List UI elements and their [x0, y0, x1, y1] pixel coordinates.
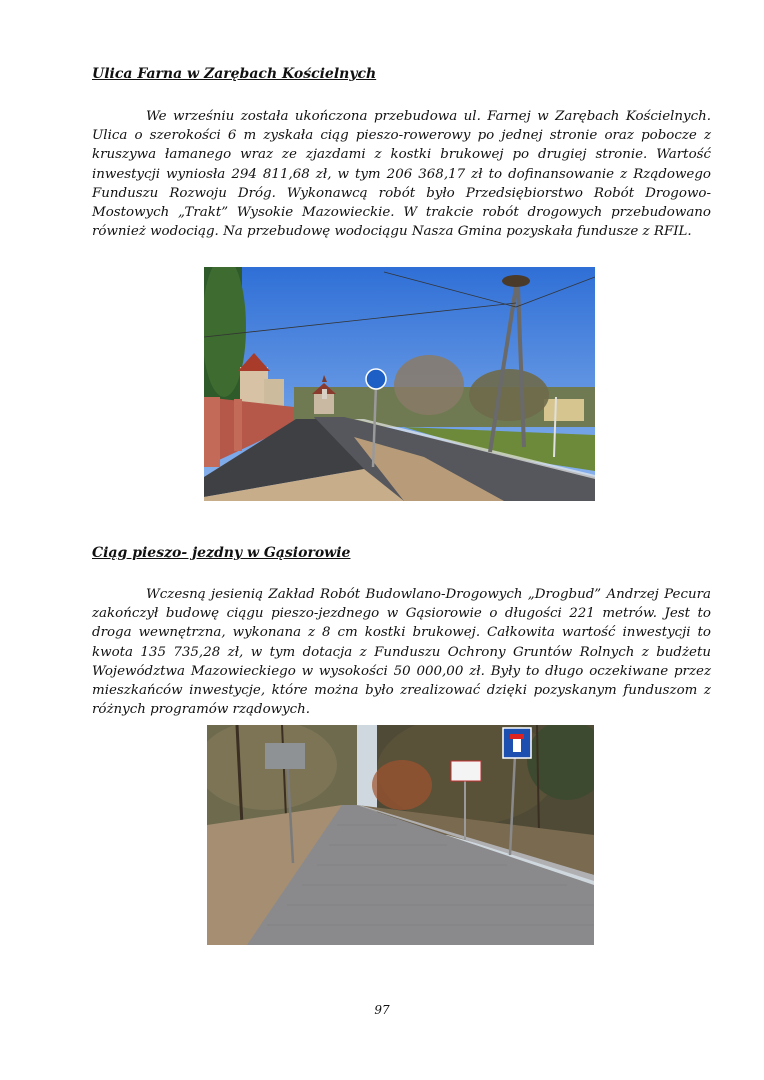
- section-title-gasiorowo: Ciąg pieszo- jezdny w Gąsiorowie: [92, 545, 351, 561]
- paragraph-gasiorowo: Wczesną jesienią Zakład Robót Budowlano-Drogowych „Drogbud” Andrzej Pecura zakończył budowę ciągu pieszo-jezdnego w Gąsiorowie o długości 221 metrów. Jest to droga wewnętrzna, wykonana z 8 cm kostki brukowej. Całkowita wartość inwestycji to kwota 135 735,28 zł, w tym dotacja z Funduszu Ochrony Gruntów Rolnych z budżetu Województwa Mazowieckiego w wysokości 50 000,00 zł. Były to długo oczekiwane przez mieszkańców inwestycje, które można było zrealizować dzięki pozyskanym funduszom z różnych programów rządowych.: [92, 587, 711, 718]
- section-title-farna: Ulica Farna w Zarębach Kościelnych: [92, 66, 377, 82]
- photo-gasiorowo-road: [207, 725, 594, 945]
- paragraph-farna: We wrześniu została ukończona przebudowa ul. Farnej w Zarębach Kościelnych. Ulica o szerokości 6 m zyskała ciąg pieszo-rowerowy po jednej stronie oraz pobocze z kruszywa łamanego wraz ze zjazdami z kostki brukowej po drugiej stronie. Wartość inwestycji wyniosła 294 811,68 zł, w tym 206 368,17 zł to dofinansowanie z Rządowego Funduszu Rozwoju Dróg. Wykonawcą robót było Przedsiębiorstwo Robót Drogowo-Mostowych „Trakt” Wysokie Mazowieckie. W trakcie robót drogowych przebudowano również wodociąg. Na przebudowę wodociągu Nasza Gmina pozyskała fundusze z RFIL.: [92, 109, 711, 240]
- page-number: 97: [374, 1003, 390, 1017]
- photo-farna-street: [204, 267, 595, 501]
